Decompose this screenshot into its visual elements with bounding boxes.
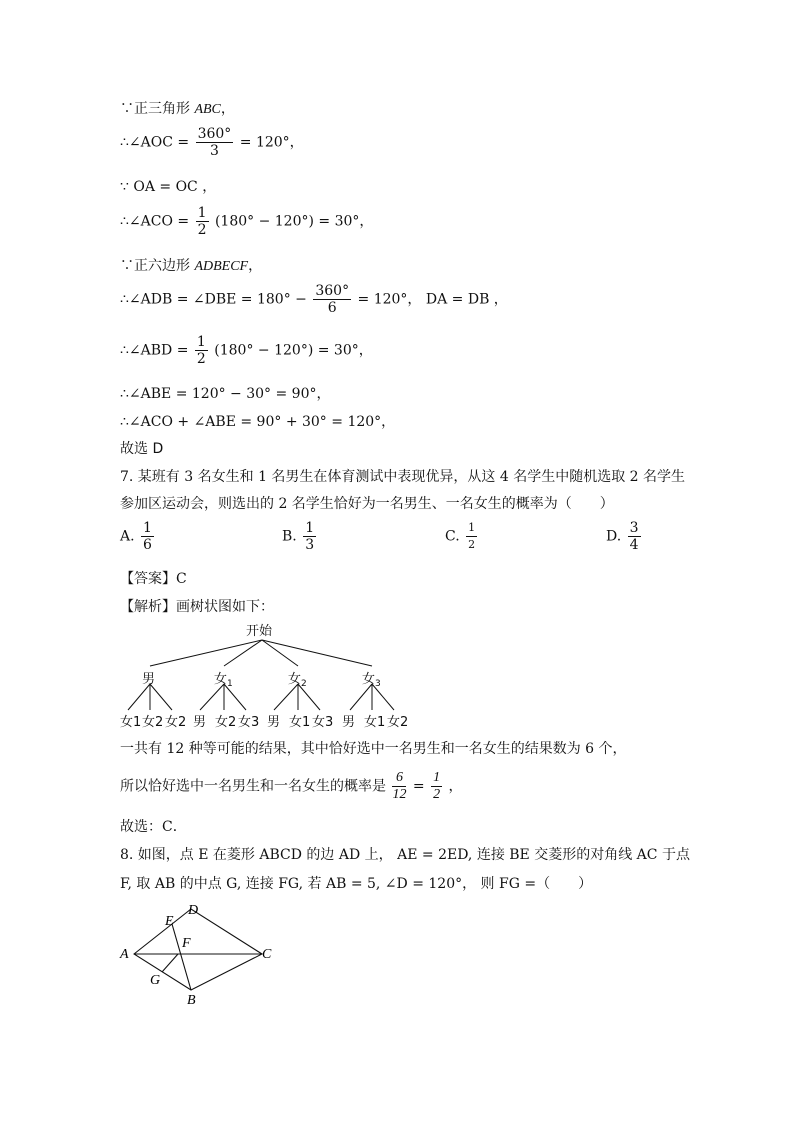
tree-node-girl3: 女$_3$ [362,672,381,689]
rhombus-figure [112,898,282,1008]
tree-root: 开始 [246,624,273,639]
tree-leaf: 女2 [387,715,409,730]
q7-stem-line-2: 参加区运动会，则选出的 2 名学生恰好为一名男生、一名女生的概率为（ ） [120,496,614,512]
q8-stem-line-2: F, 取 AB 的中点 G, 连接 FG, 若 AB = 5, ∠D = 120°， 则 FG =（ ） [120,876,593,892]
reason-line-5: ∵正六边形 ADBECF， [120,258,263,274]
label-d: D [188,903,199,918]
tree-leaf: 女2 [215,715,237,730]
q7-conclusion: 故选：C． [120,819,187,835]
q8-stem-line-1: 8. 如图，点 E 在菱形 ABCD 的边 AD 上， AE = 2ED, 连接 BE 交菱形的对角线 AC 于点 [120,847,690,863]
reason-line-9: ∴∠ACO + ∠ABE = 90° + 30° = 120°， [120,414,396,430]
reason-line-1: ∵正三角形 ABC， [120,101,235,117]
tree-leaf: 女3 [312,715,334,730]
q7-stem-line-1: 7. 某班有 3 名女生和 1 名男生在体育测试中表现优异，从这 4 名学生中随机选取 2 名学生 [120,469,686,485]
tree-node-girl1: 女$_1$ [214,672,233,689]
tree-leaf: 女2 [142,715,164,730]
reason-line-3: ∵ OA = OC ， [120,179,217,195]
tree-leaf: 女1 [364,715,386,730]
reason-line-6: ∴∠ADB = ∠DBE = 180° − $\frac{360^\circ}{6}$ = 120°， DA = DB ， [120,283,508,316]
q7-choice-b[interactable]: B. $\frac{1}{3}$ [282,520,315,553]
tree-leaf: 女1 [120,715,142,730]
tree-leaf: 女1 [289,715,311,730]
label-b: B [187,993,196,1008]
reason-line-7: ∴∠ABD = $\frac{1}{2}$ (180° − 120°) = 30°， [120,334,373,367]
q7-choice-a[interactable]: A. $\frac{1}{6}$ [120,520,152,553]
reason-line-4: ∴∠ACO = $\frac{1}{2}$ (180° − 120°) = 30°， [120,205,374,238]
label-a: A [120,947,129,962]
tree-node-girl2: 女$_2$ [288,672,307,689]
q7-choice-c[interactable]: C. $\frac{1}{2}$ [445,521,476,551]
tree-diagram [110,618,420,730]
q7-choice-d[interactable]: D. $\frac{3}{4}$ [606,520,639,553]
reason-line-8: ∴∠ABE = 120° − 30° = 90°， [120,386,331,402]
tree-leaf: 女2 [165,715,187,730]
label-e: E [165,914,174,929]
label-f: F [182,936,191,951]
q7-result-line-1: 一共有 12 种等可能的结果，其中恰好选中一名男生和一名女生的结果数为 6 个， [120,741,627,757]
tree-leaf: 女3 [238,715,260,730]
tree-node-boy: 男 [142,672,156,687]
tree-leaf: 男 [267,715,281,730]
q7-answer: 【答案】C [120,571,187,587]
label-c: C [262,947,272,962]
q7-analysis-heading: 【解析】画树状图如下： [120,599,274,615]
label-g: G [150,973,161,988]
reason-line-2: ∴∠AOC = $\frac{360^\circ}{3}$ = 120°， [120,126,304,159]
tree-leaf: 男 [193,715,207,730]
segment-fg [162,954,178,972]
q7-result-line-2: 所以恰好选中一名男生和一名女生的概率是 $\frac{6}{12}$ = $\frac{1}{2}$ ， [120,770,463,802]
reason-conclusion: 故选 D [120,441,164,457]
tree-leaf: 男 [342,715,356,730]
